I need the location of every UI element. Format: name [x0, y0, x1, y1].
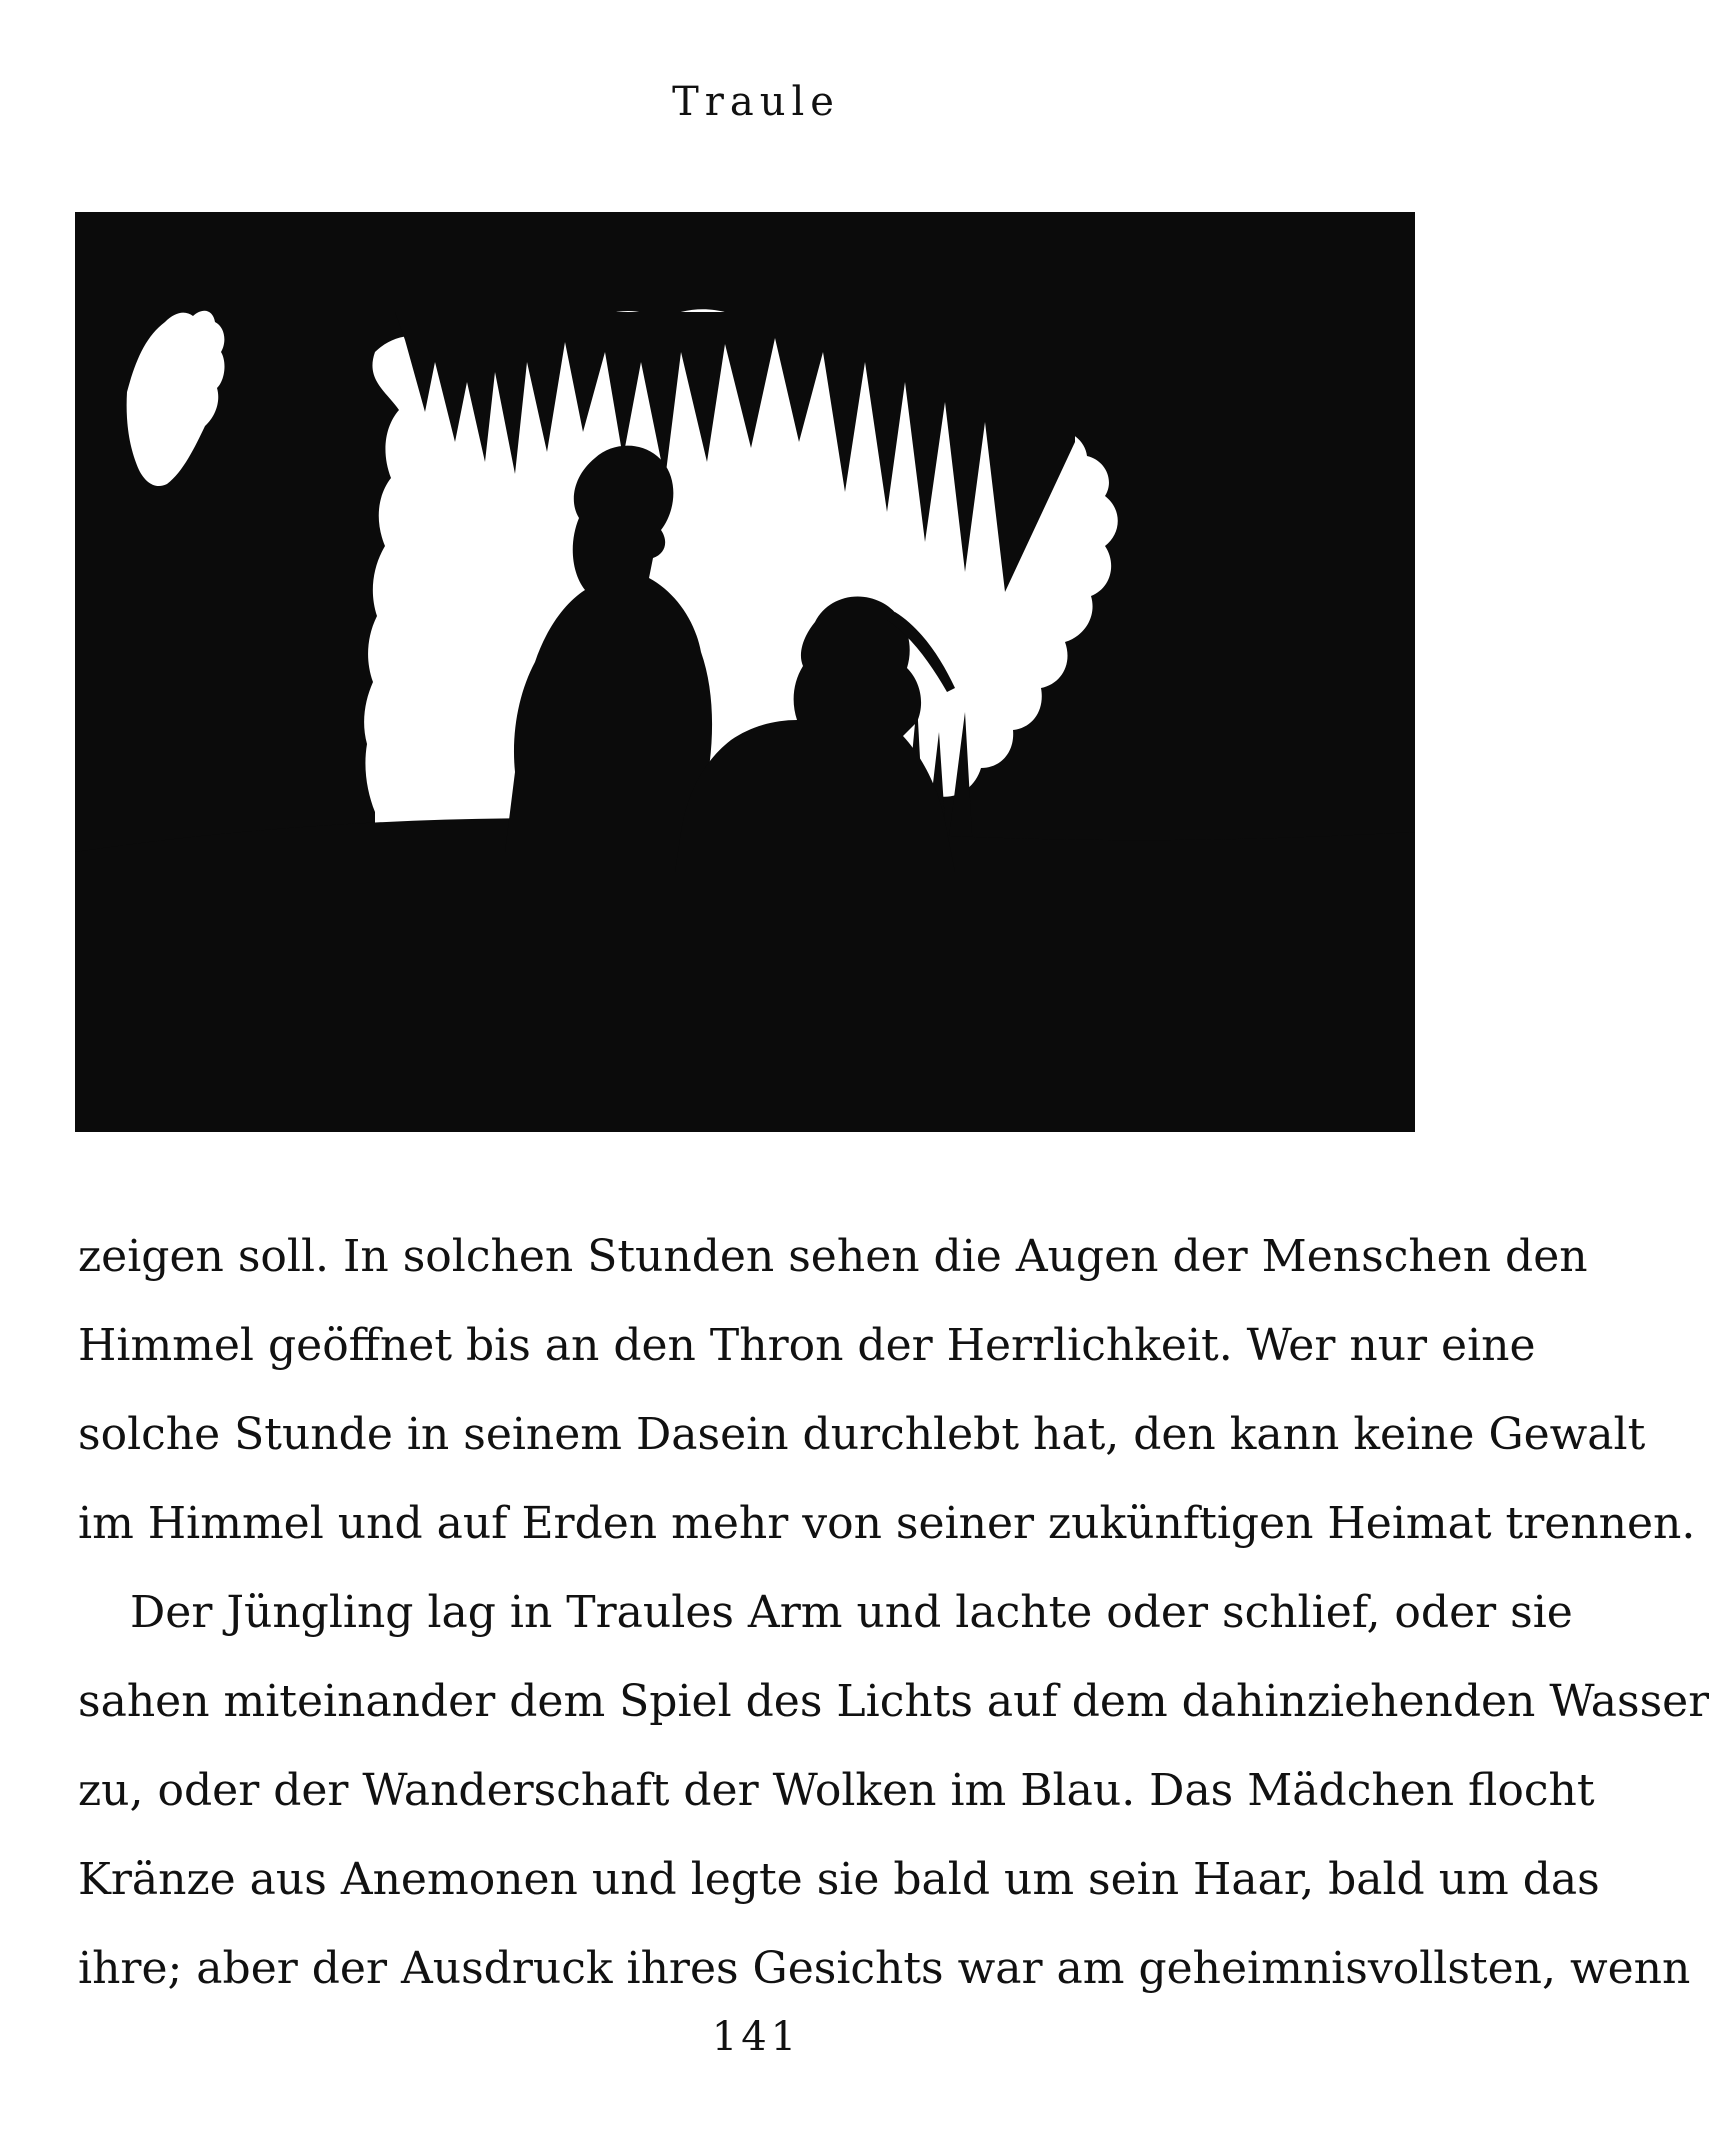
- body-text: [78, 1222, 1709, 2023]
- text-line: solche Stunde in seinem Dasein durchlebt hat, den kann keine Gewalt: [78, 1409, 1646, 1460]
- text-line: zeigen soll. In solchen Stunden sehen die Augen der Menschen den: [78, 1231, 1588, 1282]
- text-line: im Himmel und auf Erden mehr von seiner zukünftigen Heimat trennen.: [78, 1498, 1696, 1549]
- text-line-paragraph-start: Der Jüngling lag in Traules Arm und lachte oder schlief, oder sie: [130, 1587, 1573, 1638]
- text-line: sahen miteinander dem Spiel des Lichts auf dem dahinziehenden Wasser: [78, 1676, 1709, 1727]
- silhouette-illustration: [75, 212, 1415, 1132]
- page-number: 141: [711, 2014, 801, 2060]
- text-line: zu, oder der Wanderschaft der Wolken im Blau. Das Mädchen flocht: [78, 1765, 1595, 1816]
- running-title: Traule: [672, 79, 840, 125]
- text-line: Kränze aus Anemonen und legte sie bald um sein Haar, bald um das: [78, 1854, 1600, 1905]
- text-line: ihre; aber der Ausdruck ihres Gesichts war am geheimnisvollsten, wenn: [78, 1943, 1691, 1994]
- text-line: Himmel geöffnet bis an den Thron der Herrlichkeit. Wer nur eine: [78, 1320, 1536, 1371]
- silhouette-artwork: [75, 212, 1415, 1132]
